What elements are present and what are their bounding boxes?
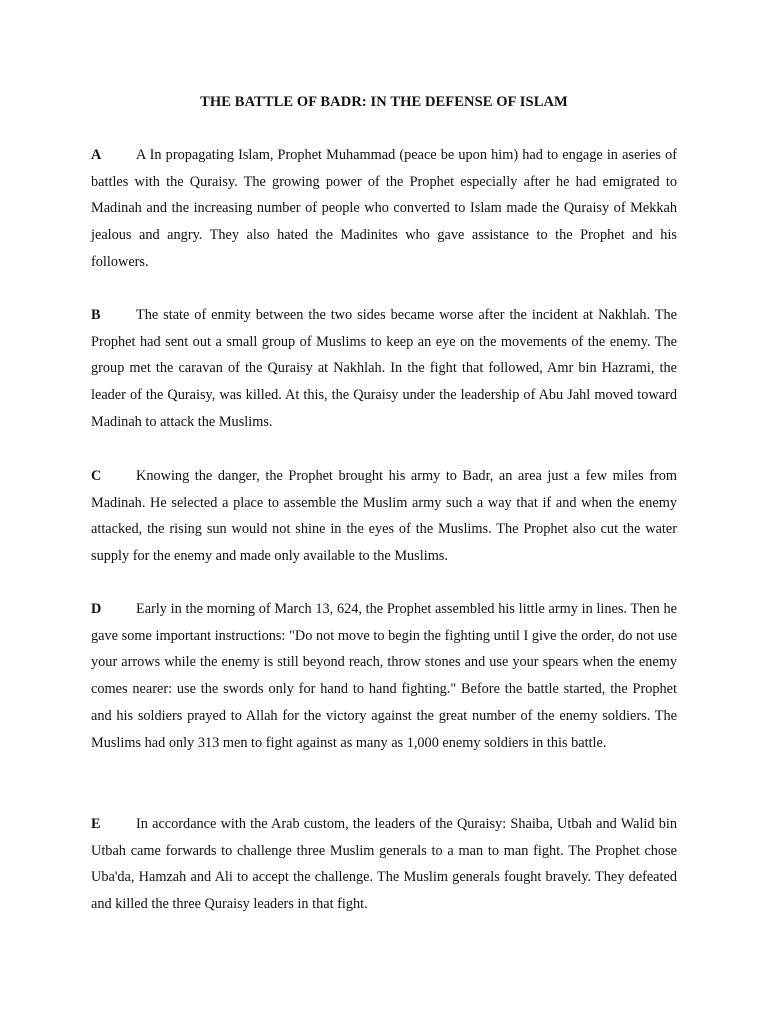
paragraph-letter: C (91, 468, 102, 484)
paragraph-text: A In propagating Islam, Prophet Muhammad (peace be upon him) had to engage in aseries of battles with the Quraisy. The growing power of the Prophet especially after he had emigrated to Madinah and the increasing number of people who converted to Islam made the Quraisy of Mekkah jealous and angry. They also hated the Madinites who gave assistance to the Prophet and his followers. (91, 147, 677, 270)
paragraph-letter: D (91, 601, 102, 617)
paragraph-letter: E (91, 816, 101, 832)
paragraph-b (91, 302, 677, 436)
paragraph-text: Knowing the danger, the Prophet brought his army to Badr, an area just a few miles from Madinah. He selected a place to assemble the Muslim army such a way that if and when the enemy attacked, the rising sun would not shine in the eyes of the Muslims. The Prophet also cut the water supply for the enemy and made only available to the Muslims. (91, 468, 677, 565)
paragraph-text: Early in the morning of March 13, 624, the Prophet assembled his little army in lines. Then he gave some important instructions: "Do not move to begin the fighting until I give the order, do not use your arrows while the enemy is still beyond reach, throw stones and use your spears when the enemy comes nearer: use the swords only for hand to hand fighting." Before the battle started, the Prophet and his soldiers prayed to Allah for the victory against the great number of the enemy soldiers. The Muslims had only 313 men to fight against as many as 1,000 enemy soldiers in this battle. (91, 601, 677, 751)
paragraph-a (91, 142, 677, 276)
paragraph-c (91, 463, 677, 570)
paragraph-letter: A (91, 147, 102, 163)
paragraph-text: In accordance with the Arab custom, the leaders of the Quraisy: Shaiba, Utbah and Walid bin Utbah came forwards to challenge three Muslim generals to a man to man fight. The Prophet chose Uba'da, Hamzah and Ali to accept the challenge. The Muslim generals fought bravely. They defeated and killed the three Quraisy leaders in that fight. (91, 816, 677, 913)
paragraph-letter: B (91, 307, 101, 323)
document-title: THE BATTLE OF BADR: IN THE DEFENSE OF ISLAM (200, 94, 568, 110)
paragraph-text: The state of enmity between the two sides became worse after the incident at Nakhlah. The Prophet had sent out a small group of Muslims to keep an eye on the movements of the enemy. The group met the caravan of the Quraisy at Nakhlah. In the fight that followed, Amr bin Hazrami, the leader of the Quraisy, was killed. At this, the Quraisy under the leadership of Abu Jahl moved toward Madinah to attack the Muslims. (91, 307, 677, 430)
paragraph-d (91, 596, 677, 756)
paragraph-e (91, 811, 677, 918)
